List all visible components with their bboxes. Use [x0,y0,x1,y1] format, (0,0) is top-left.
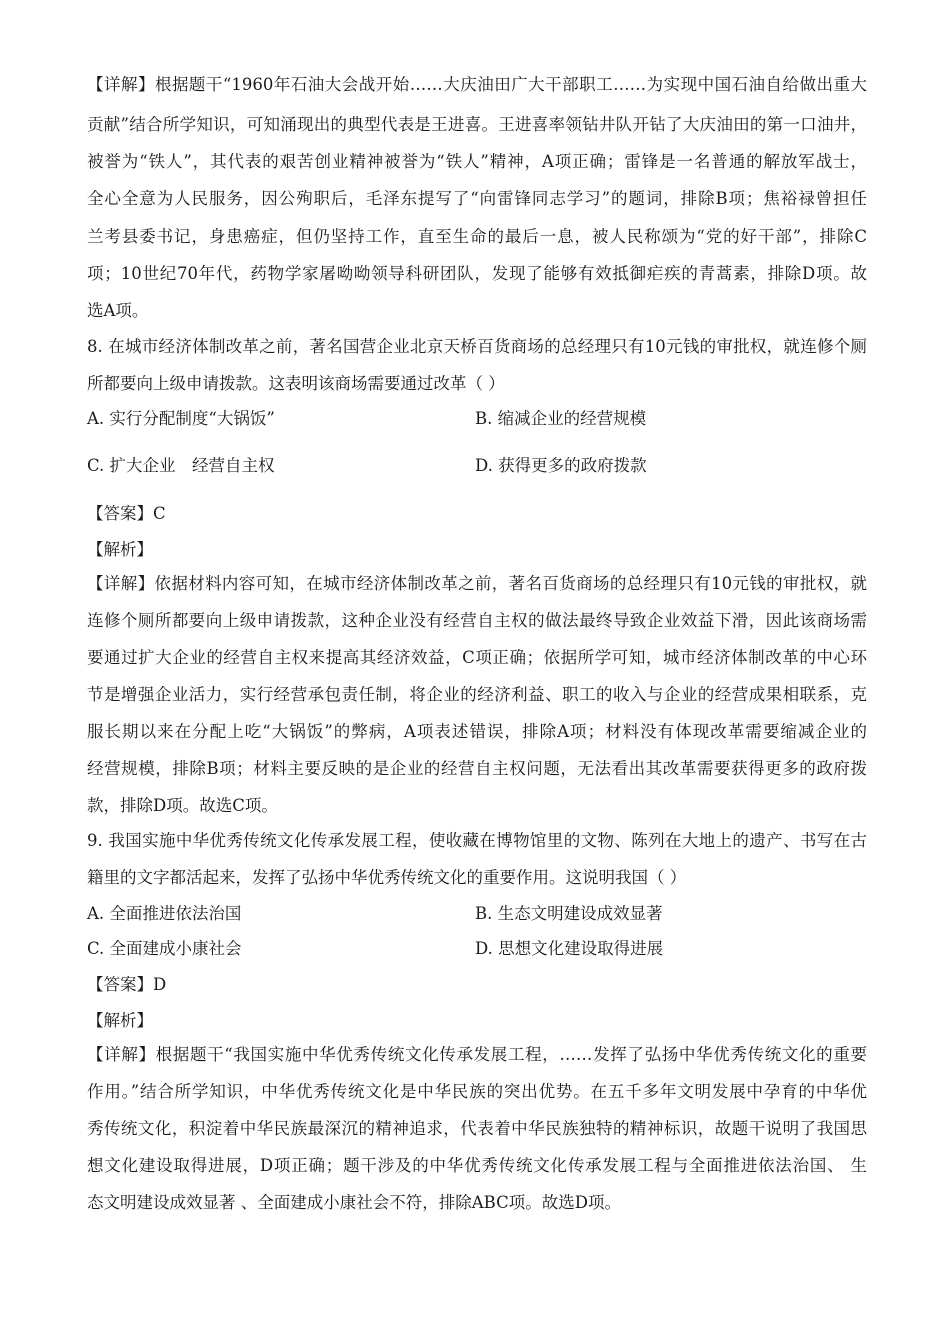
q9-answer: 【答案】D [87,975,167,994]
q9-option-a: A. 全面推进依法治国 [87,904,242,923]
q8-option-a: A. 实行分配制度“大锅饭” [87,409,275,428]
q8-answer: 【答案】C [87,504,166,523]
q8-option-d: D. 获得更多的政府拨款 [475,456,647,475]
q7-detail-line: 【详解】根据题干“1960年石油大会战开始……大庆油田广大干部职工……为实现中国石油自给做出重大 [87,75,867,94]
q9-option-b: B. 生态文明建设成效显著 [475,904,663,923]
q7-detail-line: 贡献”结合所学知识，可知涌现出的典型代表是王进喜。王进喜率领钻井队开钻了大庆油田的第一口油井， [87,115,867,134]
q7-detail-line: 被誉为“铁人”，其代表的艰苦创业精神被誉为“铁人”精神，A项正确；雷锋是一名普通的解放军战士， [87,152,867,171]
q8-detail-line: 连修个厕所都要向上级申请拨款，这种企业没有经营自主权的做法最终导致企业效益下滑，因此该商场需 [87,611,867,630]
q8-detail-line: 节是增强企业活力，实行经营承包责任制，将企业的经济利益、职工的收入与企业的经营成果相联系，克 [87,685,867,704]
q7-detail-line: 项；10世纪70年代，药物学家屠呦呦领导科研团队，发现了能够有效抵御疟疾的青蒿素，排除D项。故 [87,264,867,283]
q8-detail-line: 经营规模，排除B项；材料主要反映的是企业的经营自主权问题，无法看出其改革需要获得更多的政府拨 [87,759,867,778]
q8-detail-line: 要通过扩大企业的经营自主权来提高其经济效益，C项正确；依据所学可知，城市经济体制改革的中心环 [87,648,867,667]
q9-detail-line: 作用。”结合所学知识，中华优秀传统文化是中华民族的突出优势。在五千多年文明发展中孕育的中华优 [87,1082,867,1101]
q7-detail-line: 全心全意为人民服务，因公殉职后，毛泽东提写了“向雷锋同志学习”的题词，排除B项；焦裕禄曾担任 [87,189,867,208]
q8-detail-line: 款，排除D项。故选C项。 [87,796,278,815]
q9-detail-line: 态文明建设成效显著 、全面建成小康社会不符，排除ABC项。故选D项。 [87,1193,621,1212]
q9-option-c: C. 全面建成小康社会 [87,939,242,958]
q9-stem-line: 籍里的文字都活起来，发挥了弘扬中华优秀传统文化的重要作用。这说明我国（ ） [87,868,687,887]
q8-option-b: B. 缩减企业的经营规模 [475,409,647,428]
q8-detail-line: 【详解】依据材料内容可知，在城市经济体制改革之前，著名百货商场的总经理只有10元钱的审批权，就 [87,574,867,593]
q7-detail-line: 选A项。 [87,301,149,320]
q9-stem-line: 9. 我国实施中华优秀传统文化传承发展工程，使收藏在博物馆里的文物、陈列在大地上的遗产、书写在古 [87,831,867,850]
q9-detail-line: 【详解】根据题干“我国实施中华优秀传统文化传承发展工程，……发挥了弘扬中华优秀传统文化的重要 [87,1045,867,1064]
q9-option-d: D. 思想文化建设取得进展 [475,939,664,958]
q8-stem-line: 8. 在城市经济体制改革之前，著名国营企业北京天桥百货商场的总经理只有10元钱的审批权，就连修个厕 [87,337,867,356]
q8-stem-line: 所都要向上级申请拨款。这表明该商场需要通过改革（ ） [87,374,505,393]
q8-analysis-label: 【解析】 [87,540,153,559]
q8-option-c: C. 扩大企业 经营自主权 [87,456,275,475]
q7-detail-line: 兰考县委书记，身患癌症，但仍坚持工作，直至生命的最后一息，被人民称颂为“党的好干部”，排除C [87,227,867,246]
q9-detail-line: 想文化建设取得进展，D项正确；题干涉及的中华优秀传统文化传承发展工程与全面推进依法治国、 生 [87,1156,867,1175]
q9-detail-line: 秀传统文化，积淀着中华民族最深沉的精神追求，代表着中华民族独特的精神标识，故题干说明了我国思 [87,1119,867,1138]
q8-detail-line: 服长期以来在分配上吃“大锅饭”的弊病，A项表述错误，排除A项；材料没有体现改革需要缩减企业的 [87,722,867,741]
q9-analysis-label: 【解析】 [87,1011,153,1030]
